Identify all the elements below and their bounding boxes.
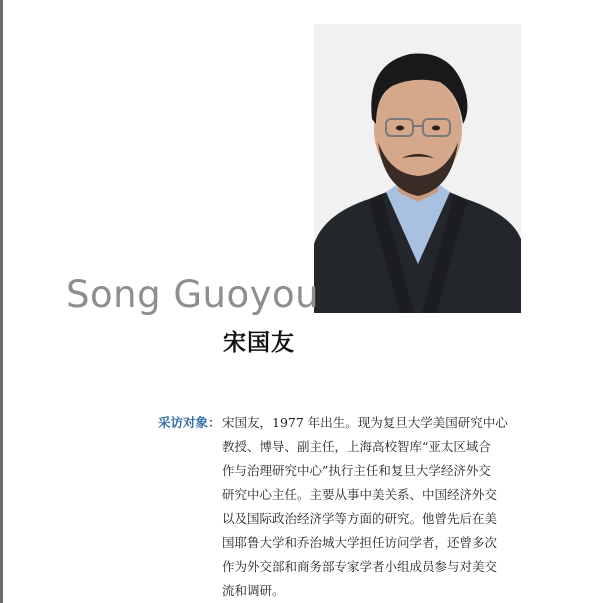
name-english: Song Guoyou [66,273,320,316]
bio-line: 教授、博导、副主任，上海高校智库“亚太区域合 [222,439,491,454]
bio-line: 研究中心主任。主要从事中美关系、中国经济外交 [222,487,498,502]
bio-line: 作为外交部和商务部专家学者小组成员参与对美交 [222,559,498,574]
bio-paragraph [222,411,524,603]
page-left-border [0,0,3,603]
bio-line: 作与治理研究中心”执行主任和复旦大学经济外交 [222,463,491,478]
portrait-photo [314,24,521,313]
name-chinese: 宋国友 [223,329,295,356]
interviewee-label: 采访对象： [158,415,221,430]
bio-line: 以及国际政治经济学等方面的研究。他曾先后在美 [222,511,498,526]
bio-line: 国耶鲁大学和乔治城大学担任访问学者，还曾多次 [222,535,498,550]
bio-line: 宋国友，1977 年出生。现为复旦大学美国研究中心 [222,415,508,430]
bio-line: 流和调研。 [222,583,285,598]
